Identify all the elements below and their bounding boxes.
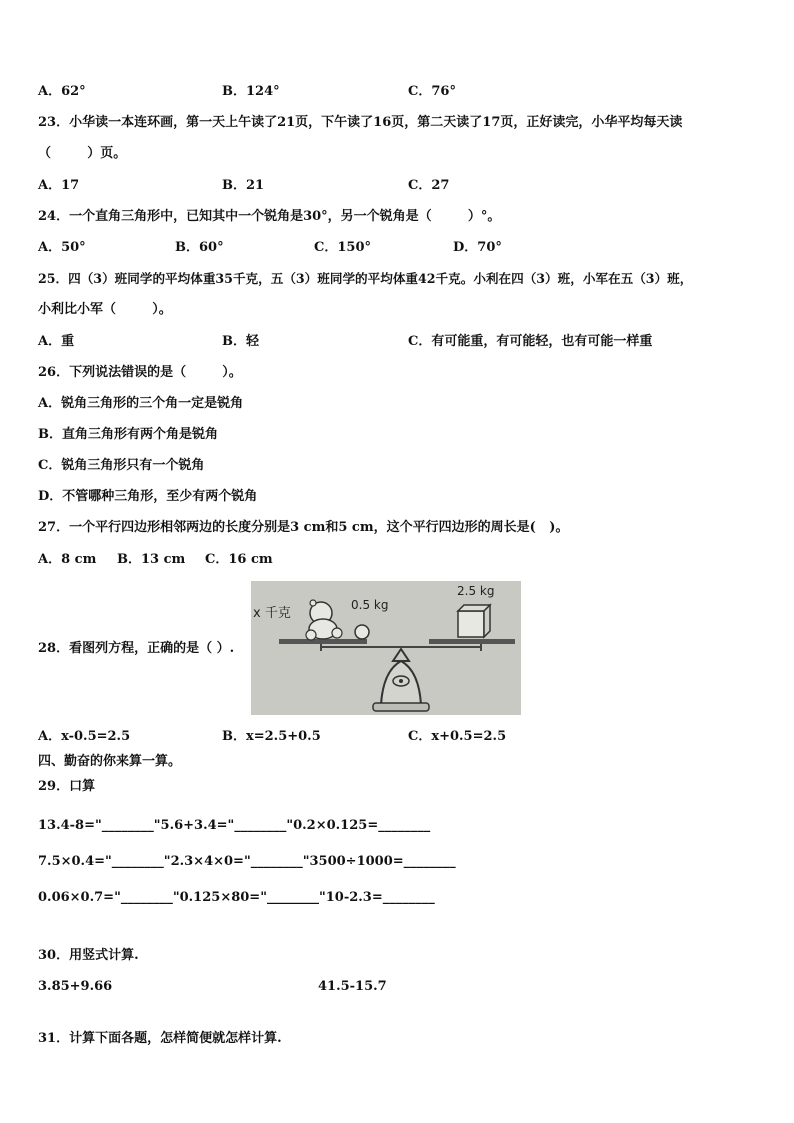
scale-base	[373, 703, 429, 711]
q25-option-c: C．有可能重，有可能轻，也有可能一样重	[408, 334, 653, 349]
toy-bear-icon	[306, 600, 342, 640]
q28-option-a: A．x-0.5=2.5	[38, 729, 131, 744]
q24-option-c: C．150°	[314, 240, 371, 255]
q27-option-a: A．8 cm	[38, 552, 97, 567]
q29-row-1: 13.4-8="________"5.6+3.4="________"0.2×0.125=________	[38, 818, 431, 833]
q23-text-line2: （ ）页。	[38, 146, 127, 161]
q24-option-d: D．70°	[453, 240, 502, 255]
unknown-weight-label: x 千克	[253, 606, 291, 621]
q26-text: 26．下列说法错误的是（ ）。	[38, 365, 242, 380]
q23-text-line1: 23．小华读一本连环画，第一天上午读了21页，下午读了16页，第二天读了17页，正好读完，小华平均每天读	[38, 115, 683, 130]
q23-option-c: C．27	[408, 178, 450, 193]
ball-icon	[355, 625, 369, 639]
q25-text-line1: 25．四（3）班同学的平均体重35千克，五（3）班同学的平均体重42千克。小利在四（3）班，小军在五（3）班，	[38, 271, 693, 286]
q26-option-a: A．锐角三角形的三个角一定是锐角	[38, 396, 244, 411]
q30-title: 30．用竖式计算.	[38, 948, 139, 963]
q26-option-b: B．直角三角形有两个角是锐角	[38, 427, 218, 442]
q22-option-a: A．62°	[38, 84, 86, 99]
scale-pointer	[393, 649, 409, 661]
weight-box-icon	[458, 605, 490, 637]
q25-option-b: B．轻	[222, 334, 259, 349]
q24-text: 24．一个直角三角形中，已知其中一个锐角是30°，另一个锐角是（ ）°。	[38, 209, 501, 224]
q24-option-b: B．60°	[175, 240, 224, 255]
q27-option-c: C．16 cm	[205, 552, 273, 567]
q30-item-2: 41.5-15.7	[318, 979, 387, 994]
q25-option-a: A．重	[38, 334, 75, 349]
q28-text: 28．看图列方程，正确的是（ ）.	[38, 641, 235, 656]
q27-text: 27．一个平行四边形相邻两边的长度分别是3 cm和5 cm，这个平行四边形的周长是( )。	[38, 520, 569, 535]
q22-option-b: B．124°	[222, 84, 280, 99]
balance-scale-figure	[251, 581, 521, 715]
q28-option-b: B．x=2.5+0.5	[222, 729, 321, 744]
q24-option-a: A．50°	[38, 240, 86, 255]
q29-title: 29．口算	[38, 779, 96, 794]
ball-weight-label: 0.5 kg	[351, 598, 389, 612]
q26-option-d: D．不管哪种三角形，至少有两个锐角	[38, 489, 258, 504]
q31-title: 31．计算下面各题，怎样简便就怎样计算.	[38, 1031, 282, 1046]
right-pan	[429, 639, 515, 644]
q23-option-b: B．21	[222, 178, 265, 193]
q28-option-c: C．x+0.5=2.5	[408, 729, 507, 744]
q25-text-line2: 小利比小军（ ）。	[38, 302, 172, 317]
q29-row-2: 7.5×0.4="________"2.3×4×0="________"3500÷1000=________	[38, 854, 456, 869]
q29-row-3: 0.06×0.7="________"0.125×80="________"10-2.3=________	[38, 890, 435, 905]
box-weight-label: 2.5 kg	[457, 584, 495, 598]
section4-title: 四、勤奋的你来算一算。	[38, 754, 182, 769]
q23-option-a: A．17	[38, 178, 80, 193]
q27-option-b: B．13 cm	[117, 552, 186, 567]
q26-option-c: C．锐角三角形只有一个锐角	[38, 458, 205, 473]
q22-option-c: C．76°	[408, 84, 456, 99]
q30-item-1: 3.85+9.66	[38, 979, 113, 994]
